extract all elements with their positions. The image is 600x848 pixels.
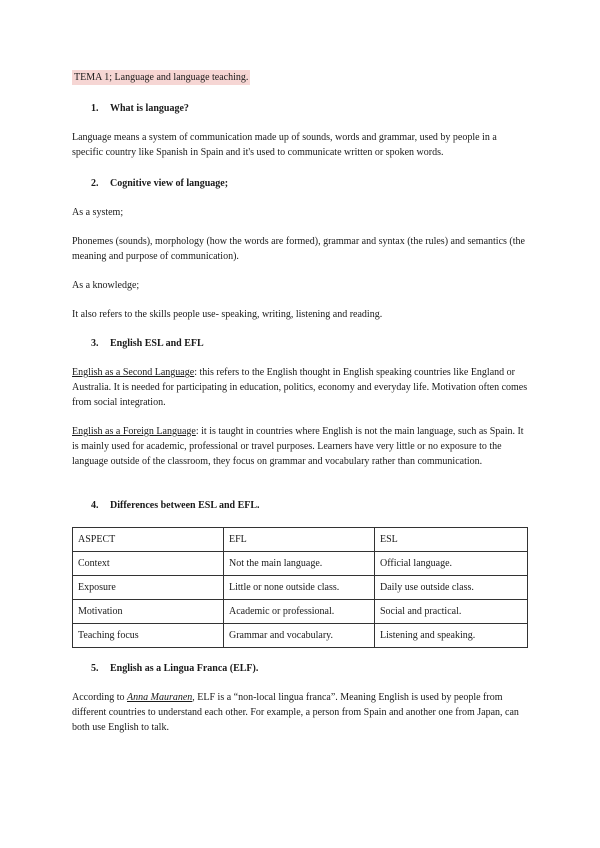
section-heading-4	[91, 498, 260, 513]
elf-description: , ELF is a “non-local lingua franca”. Meaning English is used by people from different countries to understand each other. For example, a person from Spain and another one from Japan, can both use English to talk.	[72, 692, 519, 733]
table-cell: Not the main language.	[224, 552, 375, 576]
section-number: 2.	[91, 178, 99, 189]
paragraph-knowledge-text: It also refers to the skills people use- speaking, writing, listening and reading.	[72, 309, 383, 320]
table-row	[73, 552, 528, 576]
table-row	[73, 624, 528, 648]
paragraph-esl	[72, 365, 528, 410]
section-number: 1.	[91, 103, 99, 114]
section-heading-2	[91, 176, 228, 191]
section-heading-5	[91, 661, 258, 676]
paragraph-efl	[72, 424, 528, 469]
paragraph-knowledge-label: As a knowledge;	[72, 280, 140, 291]
table-cell: Daily use outside class.	[375, 576, 528, 600]
paragraph-elf	[72, 690, 528, 735]
table-cell: Motivation	[73, 600, 224, 624]
table-row	[73, 600, 528, 624]
table-cell: Context	[73, 552, 224, 576]
section-number: 5.	[91, 663, 99, 674]
section-number: 4.	[91, 500, 99, 511]
section-title: Differences between ESL and EFL.	[110, 500, 260, 511]
document-title: TEMA 1; Language and language teaching.	[74, 72, 249, 83]
table-cell: Grammar and vocabulary.	[224, 624, 375, 648]
comparison-table	[72, 527, 528, 648]
section-title: What is language?	[110, 103, 189, 114]
paragraph-system-text: Phonemes (sounds), morphology (how the words are formed), grammar and syntax (the rules) and semantics (the meaning and purpose of communication).	[72, 236, 525, 262]
table-header-cell: ASPECT	[73, 528, 224, 552]
efl-description: : it is taught in countries where English is not the main language, such as Spain. It is mainly used for academic, professional or travel purposes. Learners have very little or no exposure to the language outside of the classroom, they focus on grammar and vocabulary rather than communication.	[72, 426, 524, 467]
elf-intro: According to	[72, 692, 127, 703]
table-cell: Exposure	[73, 576, 224, 600]
paragraph-system-label: As a system;	[72, 207, 124, 218]
term-efl: English as a Foreign Language	[72, 426, 196, 437]
section-title: Cognitive view of language;	[110, 178, 229, 189]
table-cell: Teaching focus	[73, 624, 224, 648]
table-cell: Listening and speaking.	[375, 624, 528, 648]
table-cell: Official language.	[375, 552, 528, 576]
author-link[interactable]: Anna Mauranen	[127, 692, 193, 703]
paragraph-language-definition: Language means a system of communication made up of sounds, words and grammar, used by people in a specific country like Spanish in Spain and it's used to communicate written or spoken words.	[72, 132, 497, 158]
section-title: English ESL and EFL	[110, 338, 204, 349]
table-cell: Academic or professional.	[224, 600, 375, 624]
esl-description: : this refers to the English thought in English speaking countries like England or Australia. It is needed for participating in education, politics, economy and everyday life. Motivation often comes from social integration.	[72, 367, 528, 408]
section-number: 3.	[91, 338, 99, 349]
table-header-cell: EFL	[224, 528, 375, 552]
table-cell: Little or none outside class.	[224, 576, 375, 600]
section-heading-1	[91, 101, 189, 116]
section-heading-3	[91, 336, 204, 351]
section-title: English as a Lingua Franca (ELF).	[110, 663, 259, 674]
table-header-row	[73, 528, 528, 552]
table-row	[73, 576, 528, 600]
term-esl: English as a Second Language	[72, 367, 195, 378]
table-cell: Social and practical.	[375, 600, 528, 624]
table-header-cell: ESL	[375, 528, 528, 552]
